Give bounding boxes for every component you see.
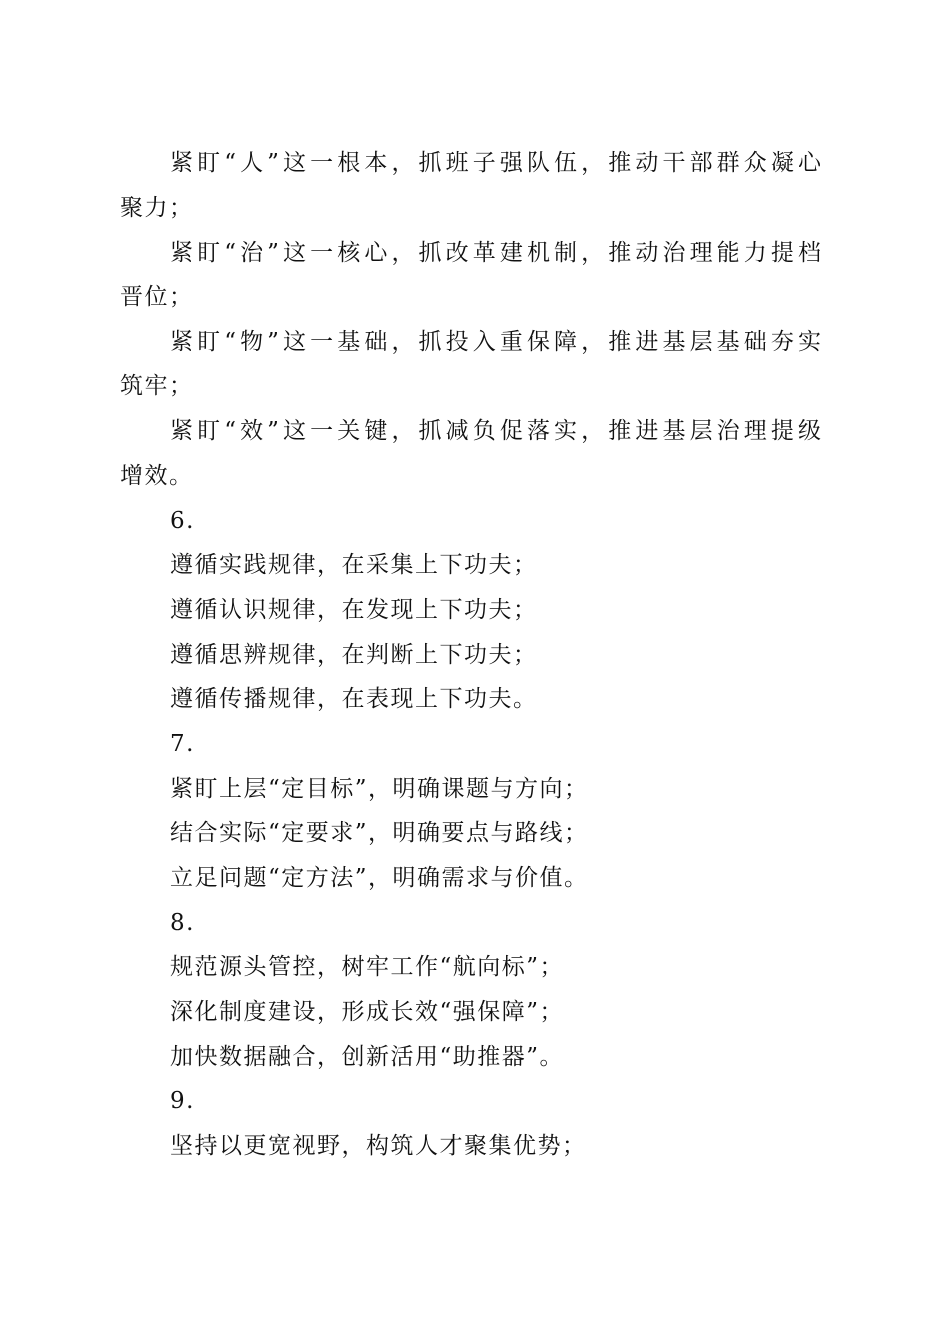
paragraph-2-line-1: 紧盯“治”这一核心，抓改革建机制，推动治理能力提档 bbox=[170, 240, 821, 266]
section-8-item-3: 加快数据融合，创新活用“助推器”。 bbox=[170, 1044, 565, 1070]
paragraph-1-line-2: 聚力； bbox=[120, 195, 194, 221]
section-6-item-1: 遵循实践规律，在采集上下功夫； bbox=[170, 552, 538, 578]
section-8-item-1: 规范源头管控，树牢工作“航向标”； bbox=[170, 954, 565, 980]
section-7-item-1: 紧盯上层“定目标”，明确课题与方向； bbox=[170, 776, 589, 802]
section-6-number: 6. bbox=[170, 508, 195, 534]
paragraph-4-line-2: 增效。 bbox=[120, 463, 194, 489]
section-6-item-2: 遵循认识规律，在发现上下功夫； bbox=[170, 597, 538, 623]
paragraph-4-line-1: 紧盯“效”这一关键，抓减负促落实，推进基层治理提级 bbox=[170, 418, 821, 444]
paragraph-1-line-1: 紧盯“人”这一根本，抓班子强队伍，推动干部群众凝心 bbox=[170, 150, 821, 176]
paragraph-2-line-2: 晋位； bbox=[120, 284, 194, 310]
section-8-number: 8. bbox=[170, 910, 195, 936]
section-9-number: 9. bbox=[170, 1088, 195, 1114]
section-6-item-3: 遵循思辨规律，在判断上下功夫； bbox=[170, 642, 538, 668]
section-7-number: 7. bbox=[170, 731, 195, 757]
section-8-item-2: 深化制度建设，形成长效“强保障”； bbox=[170, 999, 565, 1025]
section-9-item-1: 坚持以更宽视野，构筑人才聚集优势； bbox=[170, 1133, 587, 1159]
section-7-item-3: 立足问题“定方法”，明确需求与价值。 bbox=[170, 865, 589, 891]
paragraph-3-line-1: 紧盯“物”这一基础，抓投入重保障，推进基层基础夯实 bbox=[170, 329, 821, 355]
paragraph-3-line-2: 筑牢； bbox=[120, 373, 194, 399]
section-7-item-2: 结合实际“定要求”，明确要点与路线； bbox=[170, 820, 589, 846]
section-6-item-4: 遵循传播规律，在表现上下功夫。 bbox=[170, 686, 538, 712]
